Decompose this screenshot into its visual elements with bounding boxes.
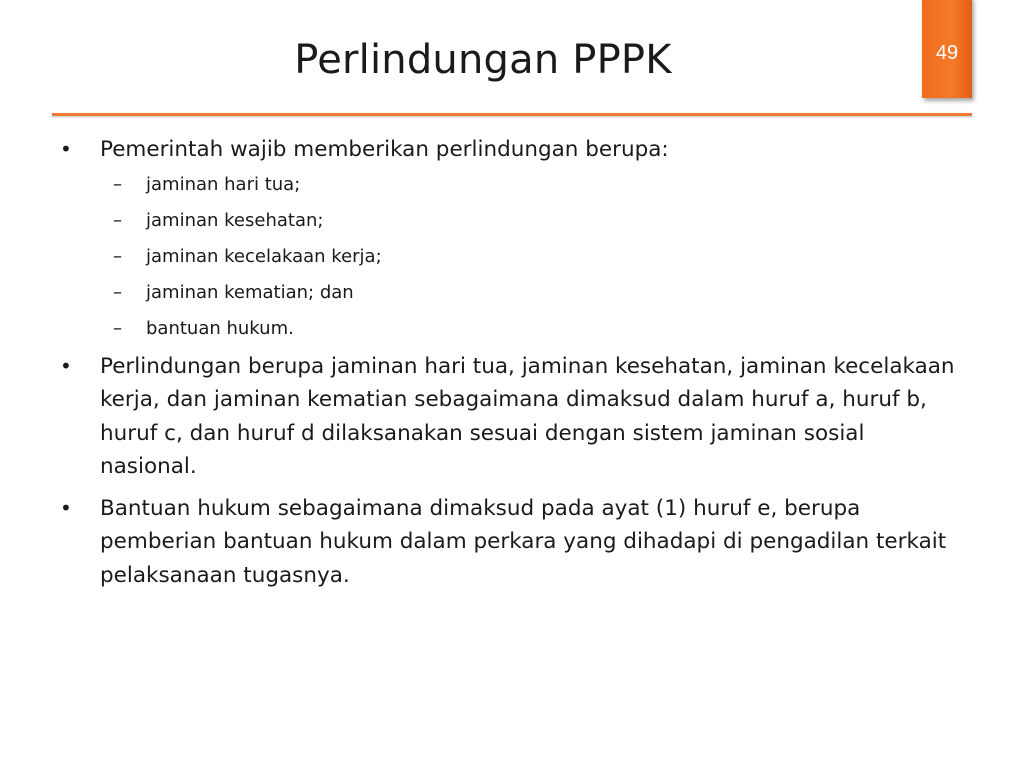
- sub-item-text: jaminan kecelakaan kerja;: [146, 245, 382, 267]
- bullet-icon: •: [60, 495, 72, 520]
- bullet-text: Bantuan hukum sebagaimana dimaksud pada ayat (1) huruf e, berupa pemberian bantuan hukum dalam perkara yang dihadapi di pengadilan terkait pelaksanaan tugasnya.: [100, 495, 947, 588]
- bullet-text: Pemerintah wajib memberikan perlindungan berupa:: [100, 137, 669, 162]
- bullet-item: [58, 133, 958, 342]
- page-number: 49: [935, 42, 959, 64]
- dash-icon: –: [113, 245, 122, 267]
- bullet-icon: •: [60, 353, 72, 378]
- page-number-tab: [922, 0, 972, 98]
- slide-body: [58, 133, 958, 592]
- sub-list: [100, 171, 958, 342]
- sub-list-item: [100, 279, 958, 306]
- bullet-item: [58, 350, 958, 484]
- slide-title: Perlindungan PPPK: [294, 37, 672, 83]
- sub-item-text: jaminan hari tua;: [146, 173, 301, 195]
- sub-item-text: jaminan kematian; dan: [146, 281, 354, 303]
- bullet-item: [58, 492, 958, 593]
- sub-list-item: [100, 315, 958, 342]
- bullet-icon: •: [60, 137, 72, 161]
- sub-list-item: [100, 171, 958, 198]
- bullet-text: Perlindungan berupa jaminan hari tua, jaminan kesehatan, jaminan kecelakaan kerja, dan jaminan kematian sebagaimana dimaksud dalam huruf a, huruf b, huruf c, dan huruf d dilaksanakan sesuai dengan sistem jaminan sosial nasional.: [100, 353, 955, 479]
- dash-icon: –: [113, 209, 122, 231]
- sub-list-item: [100, 243, 958, 270]
- sub-list-item: [100, 207, 958, 234]
- sub-item-text: bantuan hukum.: [146, 317, 294, 339]
- dash-icon: –: [113, 317, 122, 339]
- dash-icon: –: [113, 173, 122, 195]
- sub-item-text: jaminan kesehatan;: [146, 209, 324, 231]
- title-divider: [52, 113, 972, 116]
- dash-icon: –: [113, 281, 122, 303]
